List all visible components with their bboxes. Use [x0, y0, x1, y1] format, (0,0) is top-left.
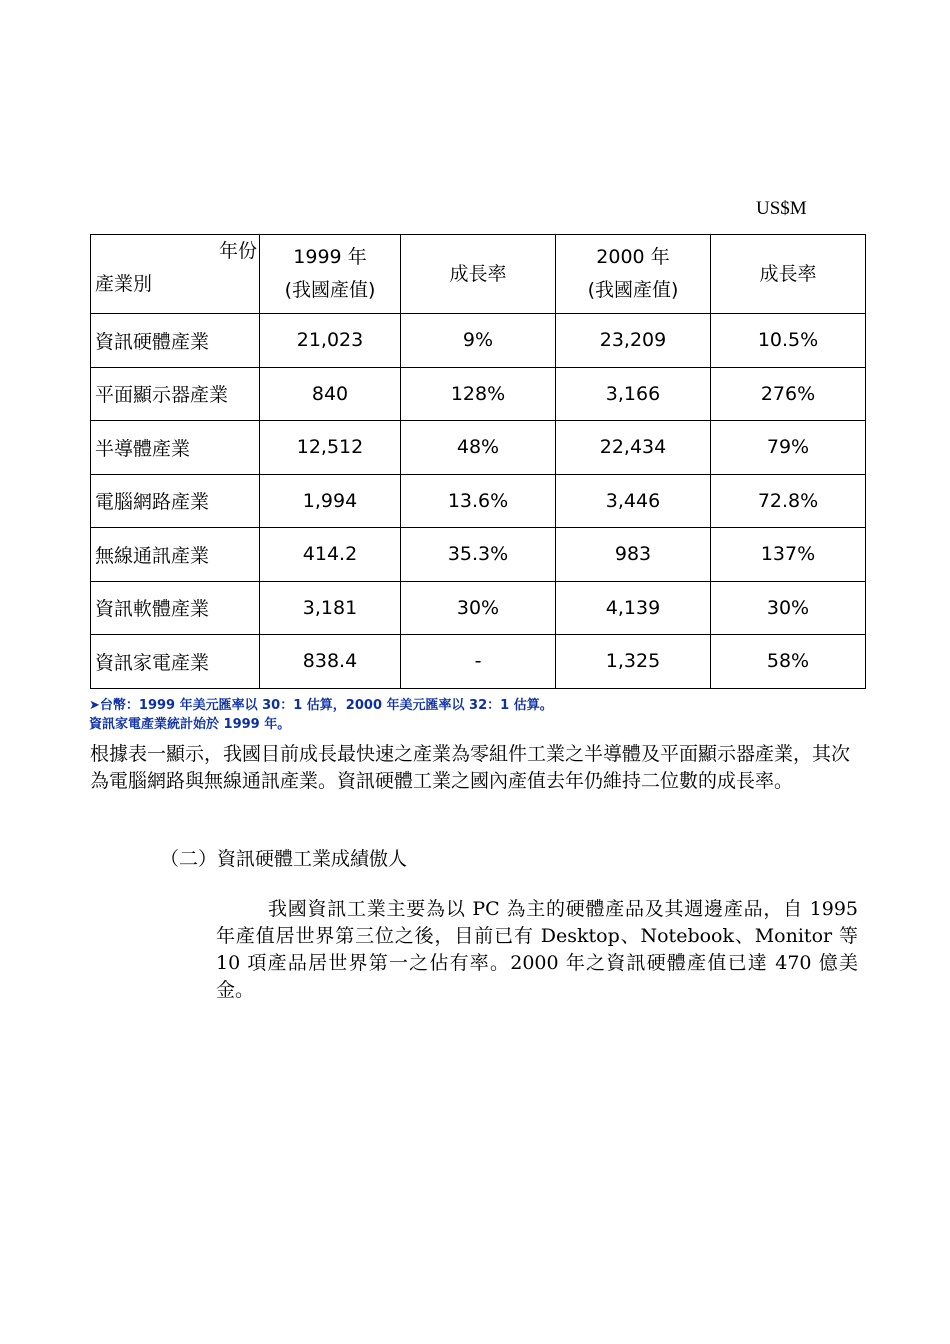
growth-2000-cell: 72.8%: [711, 474, 866, 528]
industry-cell: 資訊家電產業: [91, 635, 260, 689]
industry-cell: 電腦網路產業: [91, 474, 260, 528]
note-appliance: 資訊家電產業統計始於 1999 年。: [89, 717, 291, 732]
table-row: [91, 528, 866, 582]
corner-header-cell: [91, 235, 260, 314]
value-1999-cell: 414.2: [260, 528, 401, 582]
value-2000-cell: 1,325: [556, 635, 711, 689]
growth-1999-cell: 9%: [401, 314, 556, 368]
header-1999-value: 1999 年 (我國產值): [260, 235, 401, 314]
industry-cell: 半導體產業: [91, 421, 260, 475]
section-heading: （二）資訊硬體工業成績傲人: [160, 848, 408, 870]
value-1999-cell: 838.4: [260, 635, 401, 689]
value-1999-cell: 840: [260, 367, 401, 421]
industry-cell: 無線通訊產業: [91, 528, 260, 582]
note-exchange-rate: ➤台幣：1999 年美元匯率以 30：1 估算，2000 年美元匯率以 32：1 估算。: [89, 698, 553, 713]
growth-1999-cell: 30%: [401, 581, 556, 635]
growth-2000-cell: 10.5%: [711, 314, 866, 368]
industry-cell: 平面顯示器產業: [91, 367, 260, 421]
growth-2000-cell: 276%: [711, 367, 866, 421]
table-row: [91, 421, 866, 475]
value-2000-cell: 4,139: [556, 581, 711, 635]
table-row: [91, 581, 866, 635]
growth-1999-cell: 128%: [401, 367, 556, 421]
value-2000-cell: 983: [556, 528, 711, 582]
value-2000-cell: 23,209: [556, 314, 711, 368]
table-notes: [89, 696, 553, 734]
corner-year-label: 年份: [218, 240, 257, 262]
table-row: [91, 367, 866, 421]
table-row: [91, 635, 866, 689]
paragraph-summary: 根據表一顯示，我國目前成長最快速之產業為零組件工業之半導體及平面顯示器產業，其次為電腦網路與無線通訊產業。資訊硬體工業之國內產值去年仍維持二位數的成長率。: [90, 743, 851, 792]
table-header-row: [91, 235, 866, 314]
value-2000-cell: 22,434: [556, 421, 711, 475]
value-2000-cell: 3,446: [556, 474, 711, 528]
corner-industry-label: 產業別: [95, 273, 153, 295]
header-2000-growth: 成長率: [711, 235, 866, 314]
industry-cell: 資訊硬體產業: [91, 314, 260, 368]
unit-label: US$M: [756, 198, 807, 219]
growth-2000-cell: 79%: [711, 421, 866, 475]
table-row: [91, 314, 866, 368]
growth-2000-cell: 30%: [711, 581, 866, 635]
growth-1999-cell: -: [401, 635, 556, 689]
value-2000-cell: 3,166: [556, 367, 711, 421]
paragraph-hardware: 我國資訊工業主要為以 PC 為主的硬體產品及其週邊產品，自 1995 年產值居世界第三位之後，目前已有 Desktop、Notebook、Monitor 等 10 項產品居世界第一之佔有率。2000 年之資訊硬體產值已達 470 億美金。: [216, 898, 858, 1001]
growth-1999-cell: 48%: [401, 421, 556, 475]
growth-2000-cell: 58%: [711, 635, 866, 689]
value-1999-cell: 12,512: [260, 421, 401, 475]
growth-1999-cell: 13.6%: [401, 474, 556, 528]
growth-2000-cell: 137%: [711, 528, 866, 582]
table-row: [91, 474, 866, 528]
header-1999-growth: 成長率: [401, 235, 556, 314]
value-1999-cell: 1,994: [260, 474, 401, 528]
value-1999-cell: 3,181: [260, 581, 401, 635]
industry-cell: 資訊軟體產業: [91, 581, 260, 635]
value-1999-cell: 21,023: [260, 314, 401, 368]
header-2000-value: 2000 年 (我國產值): [556, 235, 711, 314]
arrow-bullet-icon: ➤: [89, 698, 100, 713]
growth-1999-cell: 35.3%: [401, 528, 556, 582]
industry-output-table: [90, 234, 866, 689]
